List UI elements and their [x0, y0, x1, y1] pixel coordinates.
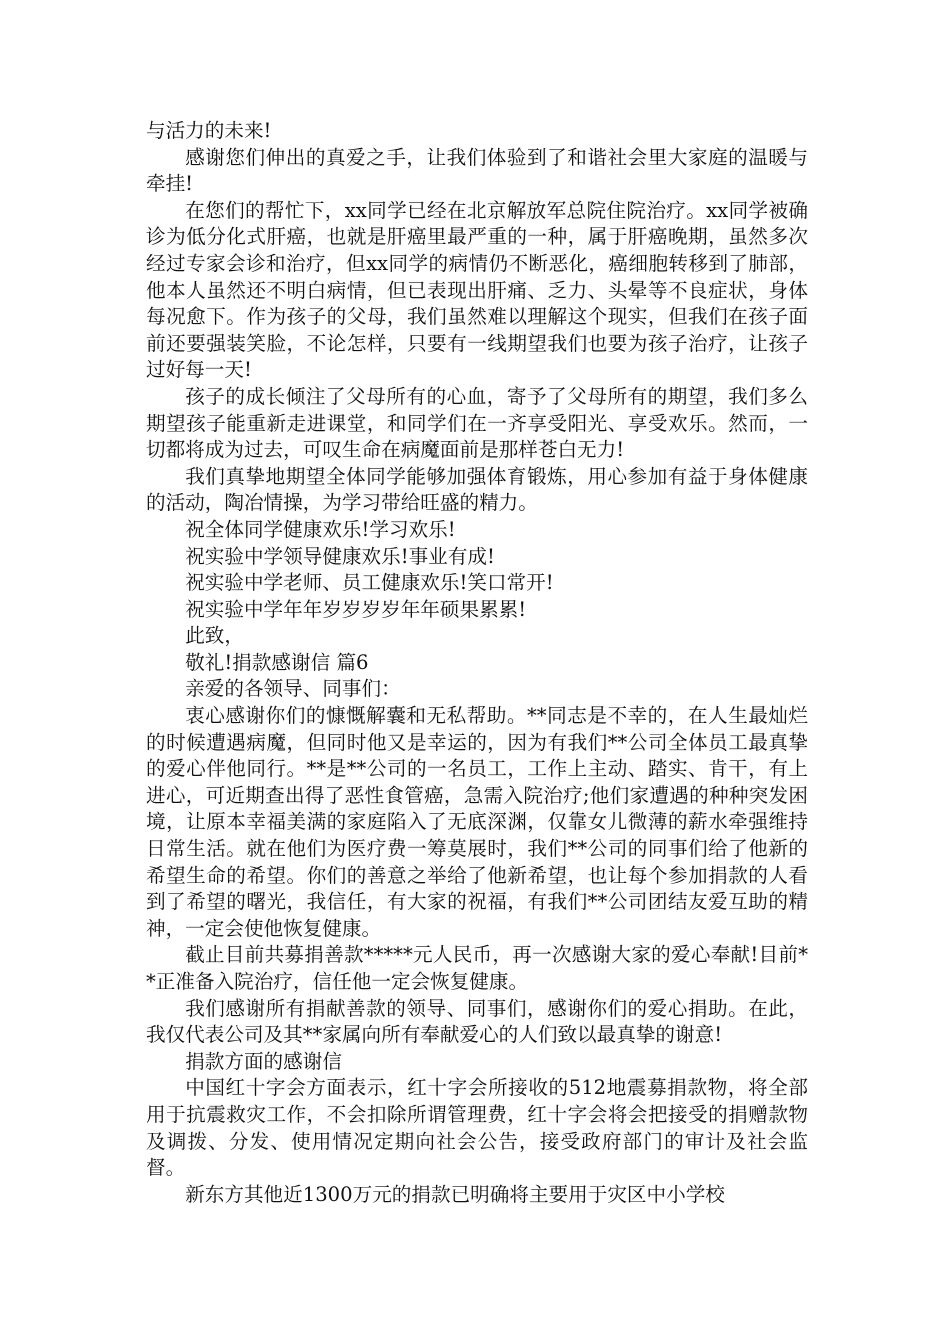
paragraph: 我们感谢所有捐献善款的领导、同事们，感谢你们的爱心捐助。在此，我仅代表公司及其**家属向所有奉献爱心的人们致以最真挚的谢意! [146, 996, 808, 1047]
paragraph: 在您们的帮忙下，xx同学已经在北京解放军总院住院治疗。xx同学被确诊为低分化式肝癌，也就是肝癌里最严重的一种，属于肝癌晚期，虽然多次经过专家会诊和治疗，但xx同学的病情仍不断恶化，癌细胞转移到了肺部，他本人虽然还不明白病情，但已表现出肝痛、乏力、头晕等不良症状，身体每况愈下。作为孩子的父母，我们虽然难以理解这个现实，但我们在孩子面前还要强装笑脸，不论怎样，只要有一线期望我们也要为孩子治疗，让孩子过好每一天! [146, 198, 808, 382]
paragraph: 敬礼!捐款感谢信 篇6 [185, 650, 369, 674]
paragraph: 祝实验中学领导健康欢乐!事业有成! [185, 544, 495, 568]
paragraph: 此致， [185, 624, 244, 648]
paragraph: 祝实验中学年年岁岁岁岁年年硕果累累! [185, 597, 527, 621]
paragraph: 截止目前共募捐善款*****元人民币，再一次感谢大家的爱心奉献!目前**正准备入院治疗，信任他一定会恢复健康。 [146, 943, 808, 993]
paragraph: 祝实验中学老师、员工健康欢乐!笑口常开! [185, 571, 554, 595]
paragraph: 祝全体同学健康欢乐!学习欢乐! [185, 517, 456, 541]
paragraph: 衷心感谢你们的慷慨解囊和无私帮助。**同志是不幸的，在人生最灿烂的时候遭遇病魔，但同时他又是幸运的，因为有我们**公司全体员工最真挚的爱心伴他同行。**是**公司的一名员工，工作上主动、踏实、肯干，有上进心，可近期查出得了恶性食管癌，急需入院治疗;他们家遭遇的种种突发困境，让原本幸福美满的家庭陷入了无底深渊，仅靠女儿微薄的薪水牵强维持日常生活。就在他们为医疗费一筹莫展时，我们**公司的同事们给了他新的希望生命的希望。你们的善意之举给了他新希望，也让每个参加捐款的人看到了希望的曙光，我信任，有大家的祝福，有我们**公司团结友爱互助的精神，一定会使他恢复健康。 [146, 704, 808, 940]
paragraph: 与活力的未来! [146, 119, 272, 142]
paragraph: 新东方其他近1300万元的捐款已明确将主要用于灾区中小学校 [185, 1182, 725, 1206]
paragraph: 中国红十字会方面表示，红十字会所接收的512地震募捐款物，将全部用于抗震救灾工作，不会扣除所谓管理费，红十字会将会把接受的捐赠款物及调拨、分发、使用情况定期向社会公告，接受政府部门的审计及社会监督。 [146, 1076, 808, 1180]
paragraph: 孩子的成长倾注了父母所有的心血，寄予了父母所有的期望，我们多么期望孩子能重新走进课堂，和同学们在一齐享受阳光、享受欢乐。然而，一切都将成为过去，可叹生命在病魔面前是那样苍白无力! [146, 384, 808, 462]
document-page [146, 118, 808, 1208]
paragraph: 亲爱的各领导、同事们： [185, 677, 401, 701]
paragraph: 我们真挚地期望全体同学能够加强体育锻炼，用心参加有益于身体健康的活动，陶冶情操，为学习带给旺盛的精力。 [146, 464, 808, 515]
paragraph: 感谢您们伸出的真爱之手，让我们体验到了和谐社会里大家庭的温暖与牵挂! [146, 145, 808, 196]
paragraph: 捐款方面的感谢信 [185, 1049, 342, 1073]
